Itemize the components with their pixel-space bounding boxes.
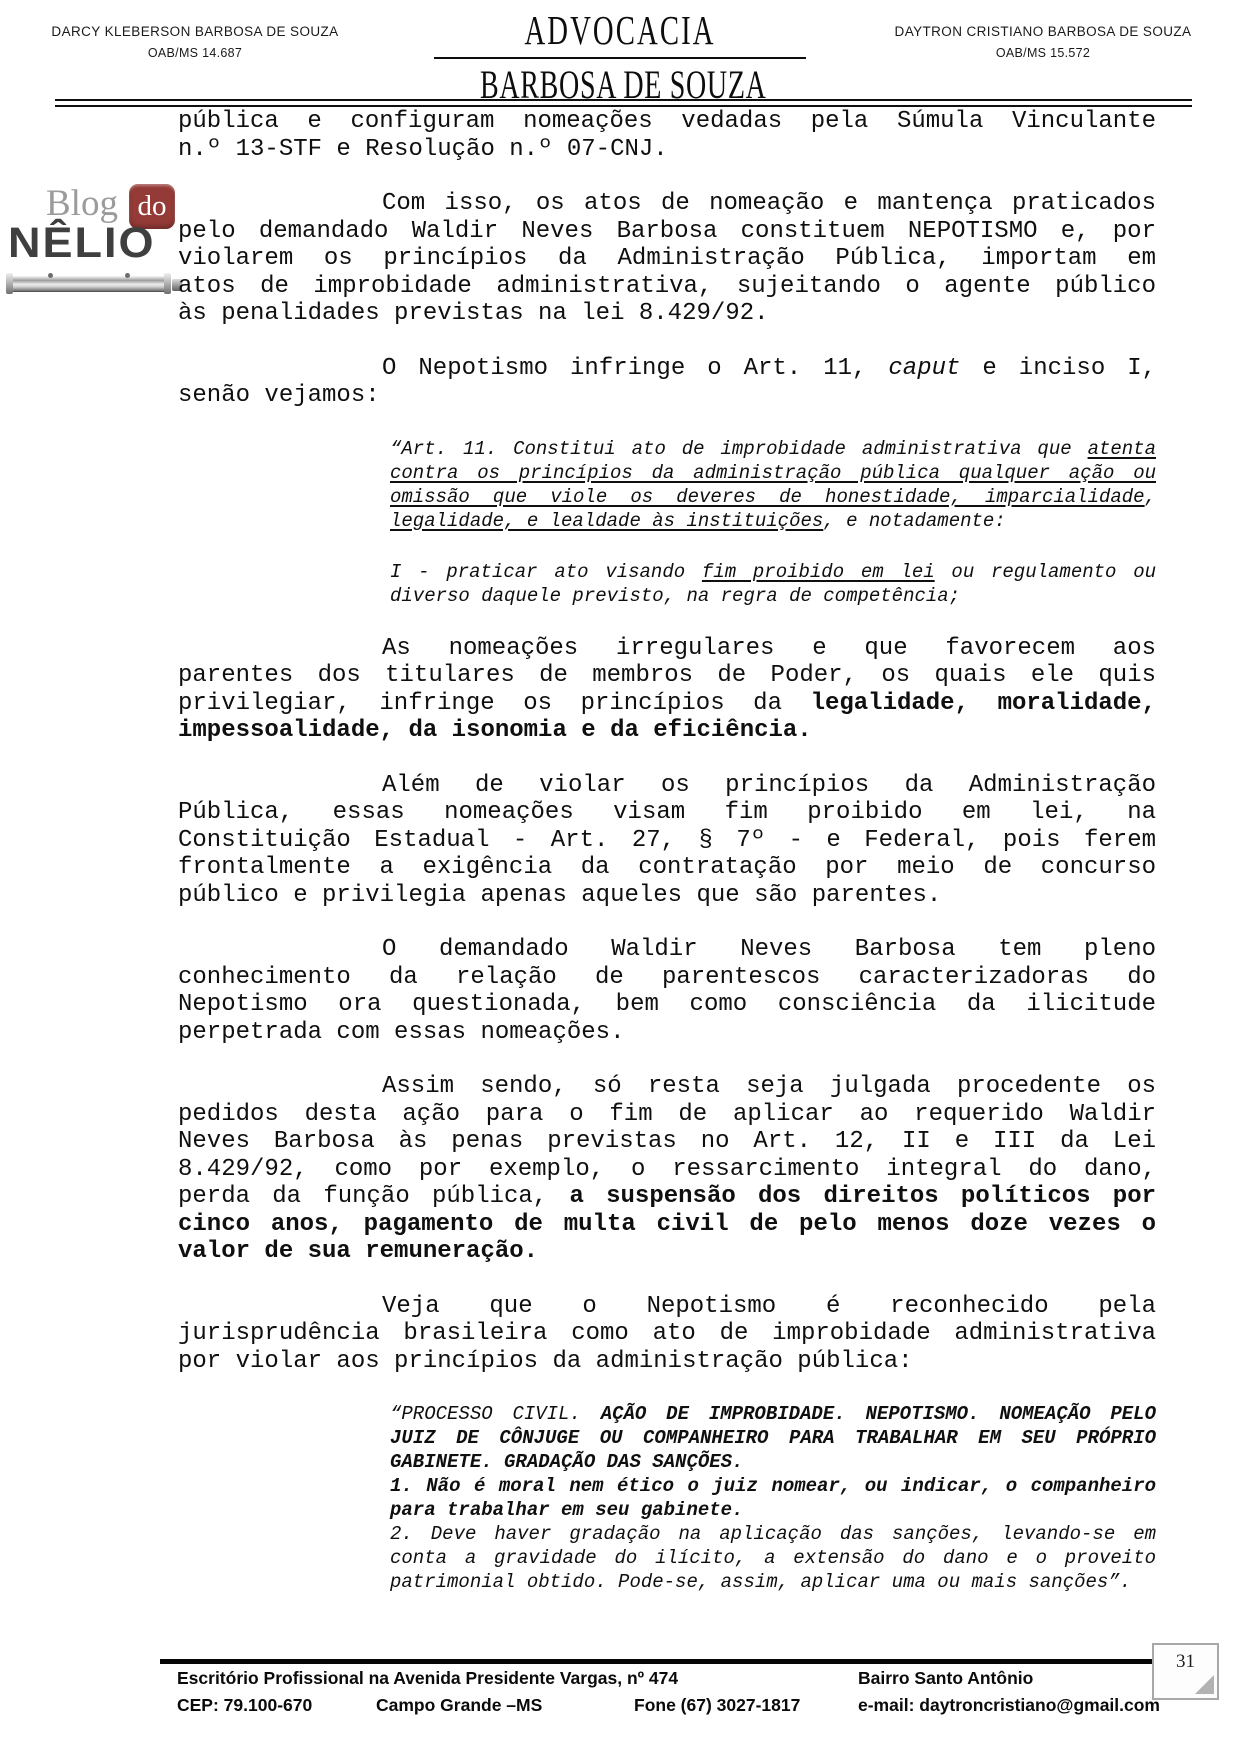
text-line: [178, 854, 1156, 882]
document-body: [178, 106, 1156, 1594]
lawyer-left-name: DARCY KLEBERSON BARBOSA DE SOUZA: [51, 24, 339, 39]
blockquote: [390, 437, 1156, 533]
text-segment: contra os princípios da administração pública qualquer ação ou: [390, 461, 1156, 484]
text-segment: atos de improbidade administrativa, sujeitando o agente público: [178, 272, 1156, 300]
text-line: [178, 827, 1156, 855]
text-line: [178, 772, 1156, 800]
text-segment: Neves Barbosa às penas previstas no Art. 12, II e III da Lei: [178, 1128, 1156, 1155]
text-segment: Pública, essas nomeações visam fim proibido em lei, na: [178, 799, 1156, 826]
text-segment: Além de violar os princípios da Administração: [382, 771, 1156, 799]
blockquote: [390, 560, 1156, 608]
blockquote: [390, 1522, 1156, 1594]
text-segment: perpetrada com essas nomeações.: [178, 1018, 625, 1046]
paragraph: [178, 635, 1156, 745]
firm-name-line2: BARBOSA DE SOUZA: [480, 62, 767, 107]
text-line: [178, 190, 1156, 218]
text-segment: As nomeações irregulares e que favorecem aos: [382, 634, 1156, 662]
text-segment: Assim sendo, só resta seja julgada procedente os: [382, 1073, 1156, 1100]
text-line: [178, 382, 1156, 410]
text-line: [390, 1522, 1156, 1546]
text-line: [178, 1211, 1156, 1239]
footer-cep: CEP: 79.100-670: [177, 1695, 313, 1715]
text-segment: para trabalhar em seu gabinete.: [390, 1499, 744, 1521]
text-line: [178, 218, 1156, 246]
text-segment: patrimonial obtido. Pode-se, assim, aplicar uma ou mais sanções”.: [390, 1571, 1132, 1593]
text-segment: jurisprudência brasileira como ato de improbidade administrativa: [178, 1320, 1156, 1347]
text-segment: conta a gravidade do ilícito, a extensão do dano e o proveito: [390, 1547, 1156, 1569]
text-line: [178, 300, 1156, 328]
text-line: [390, 1546, 1156, 1570]
text-segment: diverso daquele previsto, na regra de competência;: [390, 584, 961, 607]
text-segment: Nepotismo ora questionada, bem como consciência da ilicitude: [178, 991, 1156, 1018]
text-line: [178, 662, 1156, 690]
blockquote: [390, 1474, 1156, 1522]
footer-city: Campo Grande –MS: [376, 1695, 543, 1715]
text-line: [178, 690, 1156, 718]
text-segment: O Nepotismo infringe o Art. 11,: [382, 354, 889, 382]
paragraph: [178, 772, 1156, 910]
text-segment: O demandado Waldir Neves Barbosa tem pleno: [382, 936, 1156, 963]
text-segment: pelo demandado Waldir Neves Barbosa constituem NEPOTISMO e, por: [178, 217, 1156, 245]
text-segment: GABINETE. GRADAÇÃO DAS SANÇÕES.: [390, 1451, 744, 1473]
page-number: 31: [1176, 1651, 1195, 1672]
text-line: [178, 1320, 1156, 1348]
text-segment: JUIZ DE CÔNJUGE OU COMPANHEIRO PARA TRABALHAR EM SEU PRÓPRIO: [390, 1427, 1156, 1449]
blockquote: [390, 1402, 1156, 1474]
text-line: [178, 1348, 1156, 1376]
text-segment: “PROCESSO CIVIL.: [390, 1403, 601, 1425]
logo-bar-right-cap: [164, 273, 171, 294]
text-segment: frontalmente a exigência da contratação por meio de concurso: [178, 854, 1156, 881]
text-segment: 1. Não é moral nem ético o juiz nomear, ou indicar, o companheiro: [390, 1475, 1156, 1497]
text-segment: , e notadamente:: [823, 509, 1006, 532]
text-segment: violarem os princípios da Administração Pública, importam em: [178, 245, 1156, 272]
text-segment: pedidos desta ação para o fim de aplicar ao requerido Waldir: [178, 1100, 1156, 1128]
text-segment: caput: [888, 354, 961, 382]
text-line: [390, 509, 1156, 533]
text-segment: omissão que viole os deveres de honestidade, imparcialidade: [390, 485, 1145, 508]
text-line: [178, 136, 1156, 164]
text-line: [178, 936, 1156, 964]
text-line: [178, 1019, 1156, 1047]
text-line: [178, 245, 1156, 273]
text-segment: Com isso, os atos de nomeação e mantença praticados: [382, 190, 1156, 217]
text-segment: n.º 13-STF e Resolução n.º 07-CNJ.: [178, 135, 668, 163]
text-line: [390, 1474, 1156, 1498]
logo-bar-left-cap: [6, 273, 13, 294]
text-line: [178, 355, 1156, 383]
text-segment: Constituição Estadual - Art. 27, § 7º - e Federal, pois ferem: [178, 826, 1156, 854]
text-segment: perda da função pública,: [178, 1183, 570, 1210]
lawyer-left-oab: OAB/MS 14.687: [147, 46, 243, 60]
lawyer-right-name: DAYTRON CRISTIANO BARBOSA DE SOUZA: [894, 24, 1192, 39]
footer-email: e-mail: daytroncristiano@gmail.com: [858, 1695, 1160, 1715]
text-line: [178, 635, 1156, 663]
text-line: [178, 799, 1156, 827]
lawyer-right-block: [888, 24, 1198, 60]
firm-name-line1: ADVOCACIA: [524, 7, 716, 53]
text-segment: a suspensão dos direitos políticos por: [569, 1183, 1157, 1210]
lawyer-left-block: [45, 24, 345, 60]
text-segment: “Art. 11. Constitui ato de improbidade administrativa que: [390, 437, 1088, 460]
text-line: [390, 1450, 1156, 1474]
text-line: [390, 485, 1156, 509]
paragraph: [178, 108, 1156, 163]
text-line: [178, 1073, 1156, 1101]
text-line: [390, 461, 1156, 485]
paragraph: [178, 1293, 1156, 1376]
paragraph: [178, 190, 1156, 328]
firm-title: [420, 6, 820, 108]
text-segment: cinco anos, pagamento de multa civil de pelo menos doze vezes o: [178, 1210, 1156, 1238]
text-line: [390, 1498, 1156, 1522]
text-segment: legalidade, moralidade,: [810, 689, 1156, 717]
logo-cylinder-bar-icon: [10, 276, 168, 291]
text-line: [178, 1293, 1156, 1321]
logo-blog-text: Blog: [46, 183, 118, 224]
text-segment: AÇÃO DE IMPROBIDADE. NEPOTISMO. NOMEAÇÃO PELO: [600, 1403, 1156, 1425]
text-segment: atenta: [1087, 437, 1156, 460]
text-segment: 2. Deve haver gradação na aplicação das sanções, levando-se em: [390, 1523, 1156, 1545]
text-segment: conhecimento da relação de parentescos caracterizadoras do: [178, 963, 1156, 991]
text-line: [178, 108, 1156, 136]
text-segment: valor de sua remuneração.: [178, 1238, 539, 1265]
text-line: [390, 437, 1156, 461]
text-segment: público e privilegia apenas aqueles que são parentes.: [178, 881, 942, 909]
text-line: [178, 1183, 1156, 1211]
text-segment: fim proibido em lei: [701, 560, 935, 583]
text-line: [390, 1402, 1156, 1426]
text-line: [390, 560, 1156, 584]
lawyer-right-oab: OAB/MS 15.572: [995, 46, 1091, 60]
text-line: [178, 1156, 1156, 1184]
text-line: [178, 882, 1156, 910]
page-fold-icon: [1195, 1675, 1214, 1694]
footer-address: Escritório Profissional na Avenida Presidente Vargas, nº 474: [177, 1668, 679, 1688]
footer-district: Bairro Santo Antônio: [858, 1668, 1034, 1688]
text-line: [390, 584, 1156, 608]
logo-do-text: do: [137, 190, 167, 222]
text-segment: impessoalidade, da isonomia e da eficiência.: [178, 717, 812, 744]
text-line: [178, 1128, 1156, 1156]
blog-do-nelio-logo: [8, 184, 186, 302]
footer-rule: [160, 1659, 1154, 1664]
paragraph: [178, 355, 1156, 410]
text-line: [178, 1101, 1156, 1129]
text-segment: parentes dos titulares de membros de Poder, os quais ele quis: [178, 662, 1156, 689]
text-segment: às penalidades previstas na lei 8.429/92.: [178, 300, 769, 327]
text-segment: legalidade, e lealdade às instituições: [390, 509, 824, 532]
footer-phone: Fone (67) 3027-1817: [634, 1695, 801, 1715]
text-line: [390, 1570, 1156, 1594]
logo-nelio-text: NÊLIO: [8, 218, 156, 267]
text-line: [178, 991, 1156, 1019]
text-segment: ou regulamento ou: [934, 560, 1157, 583]
firm-divider: [434, 57, 806, 59]
text-line: [178, 964, 1156, 992]
page-number-box: [1152, 1643, 1219, 1700]
text-segment: e inciso I,: [960, 354, 1157, 382]
text-segment: senão vejamos:: [178, 382, 380, 409]
paragraph: [178, 1073, 1156, 1266]
text-line: [178, 717, 1156, 745]
text-segment: privilegiar, infringe os princípios da: [178, 689, 811, 717]
text-segment: Veja que o Nepotismo é reconhecido pela: [382, 1292, 1156, 1320]
text-line: [178, 273, 1156, 301]
text-segment: I - praticar ato visando: [390, 560, 702, 583]
text-line: [390, 1426, 1156, 1450]
text-line: [178, 1238, 1156, 1266]
text-segment: pública e configuram nomeações vedadas pela Súmula Vinculante: [178, 108, 1156, 135]
paragraph: [178, 936, 1156, 1046]
text-segment: por violar aos princípios da administração pública:: [178, 1347, 913, 1375]
text-segment: ,: [1144, 485, 1156, 508]
text-segment: 8.429/92, como por exemplo, o ressarcimento integral do dano,: [178, 1155, 1156, 1183]
